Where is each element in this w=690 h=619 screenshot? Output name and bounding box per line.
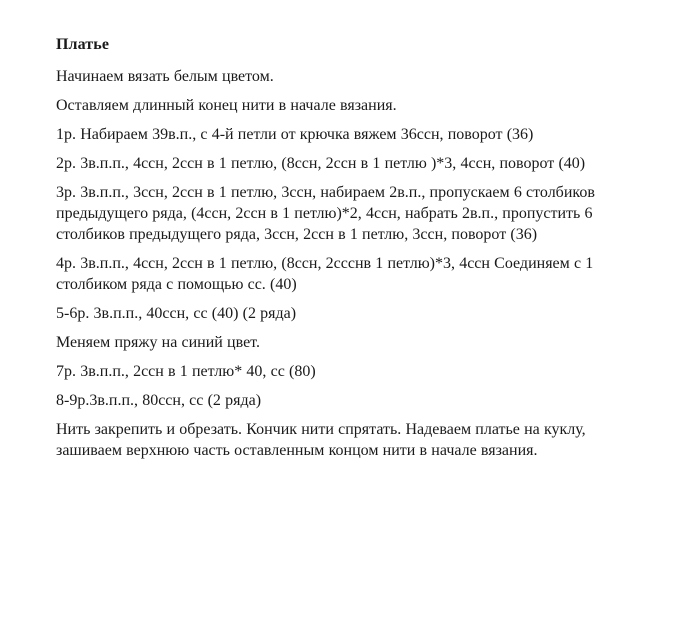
paragraph-intro-long-tail: Оставляем длинный конец нити в начале вязания. — [56, 97, 397, 114]
paragraph-row-1: 1р. Набираем 39в.п., с 4-й петли от крючка вяжем 36ссн, поворот (36) — [56, 126, 534, 143]
paragraph-row-2: 2р. 3в.п.п., 4ссн, 2ссн в 1 петлю, (8ссн, 2ссн в 1 петлю )*3, 4ссн, поворот (40) — [56, 155, 586, 172]
paragraph-intro-white-yarn: Начинаем вязать белым цветом. — [56, 68, 274, 85]
paragraph-row-7: 7р. 3в.п.п., 2ссн в 1 петлю* 40, сс (80) — [56, 363, 316, 380]
paragraph-row-8-9: 8-9р.3в.п.п., 80ссн, сс (2 ряда) — [56, 392, 262, 409]
paragraph-row-5-6: 5-6р. 3в.п.п., 40ссн, сс (40) (2 ряда) — [56, 305, 297, 322]
pattern-instructions — [56, 34, 634, 461]
paragraph-row-4: 4р. 3в.п.п., 4ссн, 2ссн в 1 петлю, (8ссн, 2ссснв 1 петлю)*3, 4ссн Соединяем с 1 столбиком ряда с помощью сс. (40) — [56, 255, 594, 293]
paragraph-row-3: 3р. 3в.п.п., 3ссн, 2ссн в 1 петлю, 3ссн, набираем 2в.п., пропускаем 6 столбиков предыдущего ряда, (4ссн, 2ссн в 1 петлю)*2, 4ссн, набрать 2в.п., пропустить 6 столбиков предыдущего ряда, 3ссн, 2ссн в 1 петлю, 3ссн, поворот (36) — [56, 184, 595, 243]
paragraph-finishing: Нить закрепить и обрезать. Кончик нити спрятать. Надеваем платье на куклу, зашиваем верхнюю часть оставленным концом нити в начале вязания. — [56, 421, 586, 459]
paragraph-change-yarn-blue: Меняем пряжу на синий цвет. — [56, 334, 260, 351]
page-title: Платье — [56, 36, 110, 53]
